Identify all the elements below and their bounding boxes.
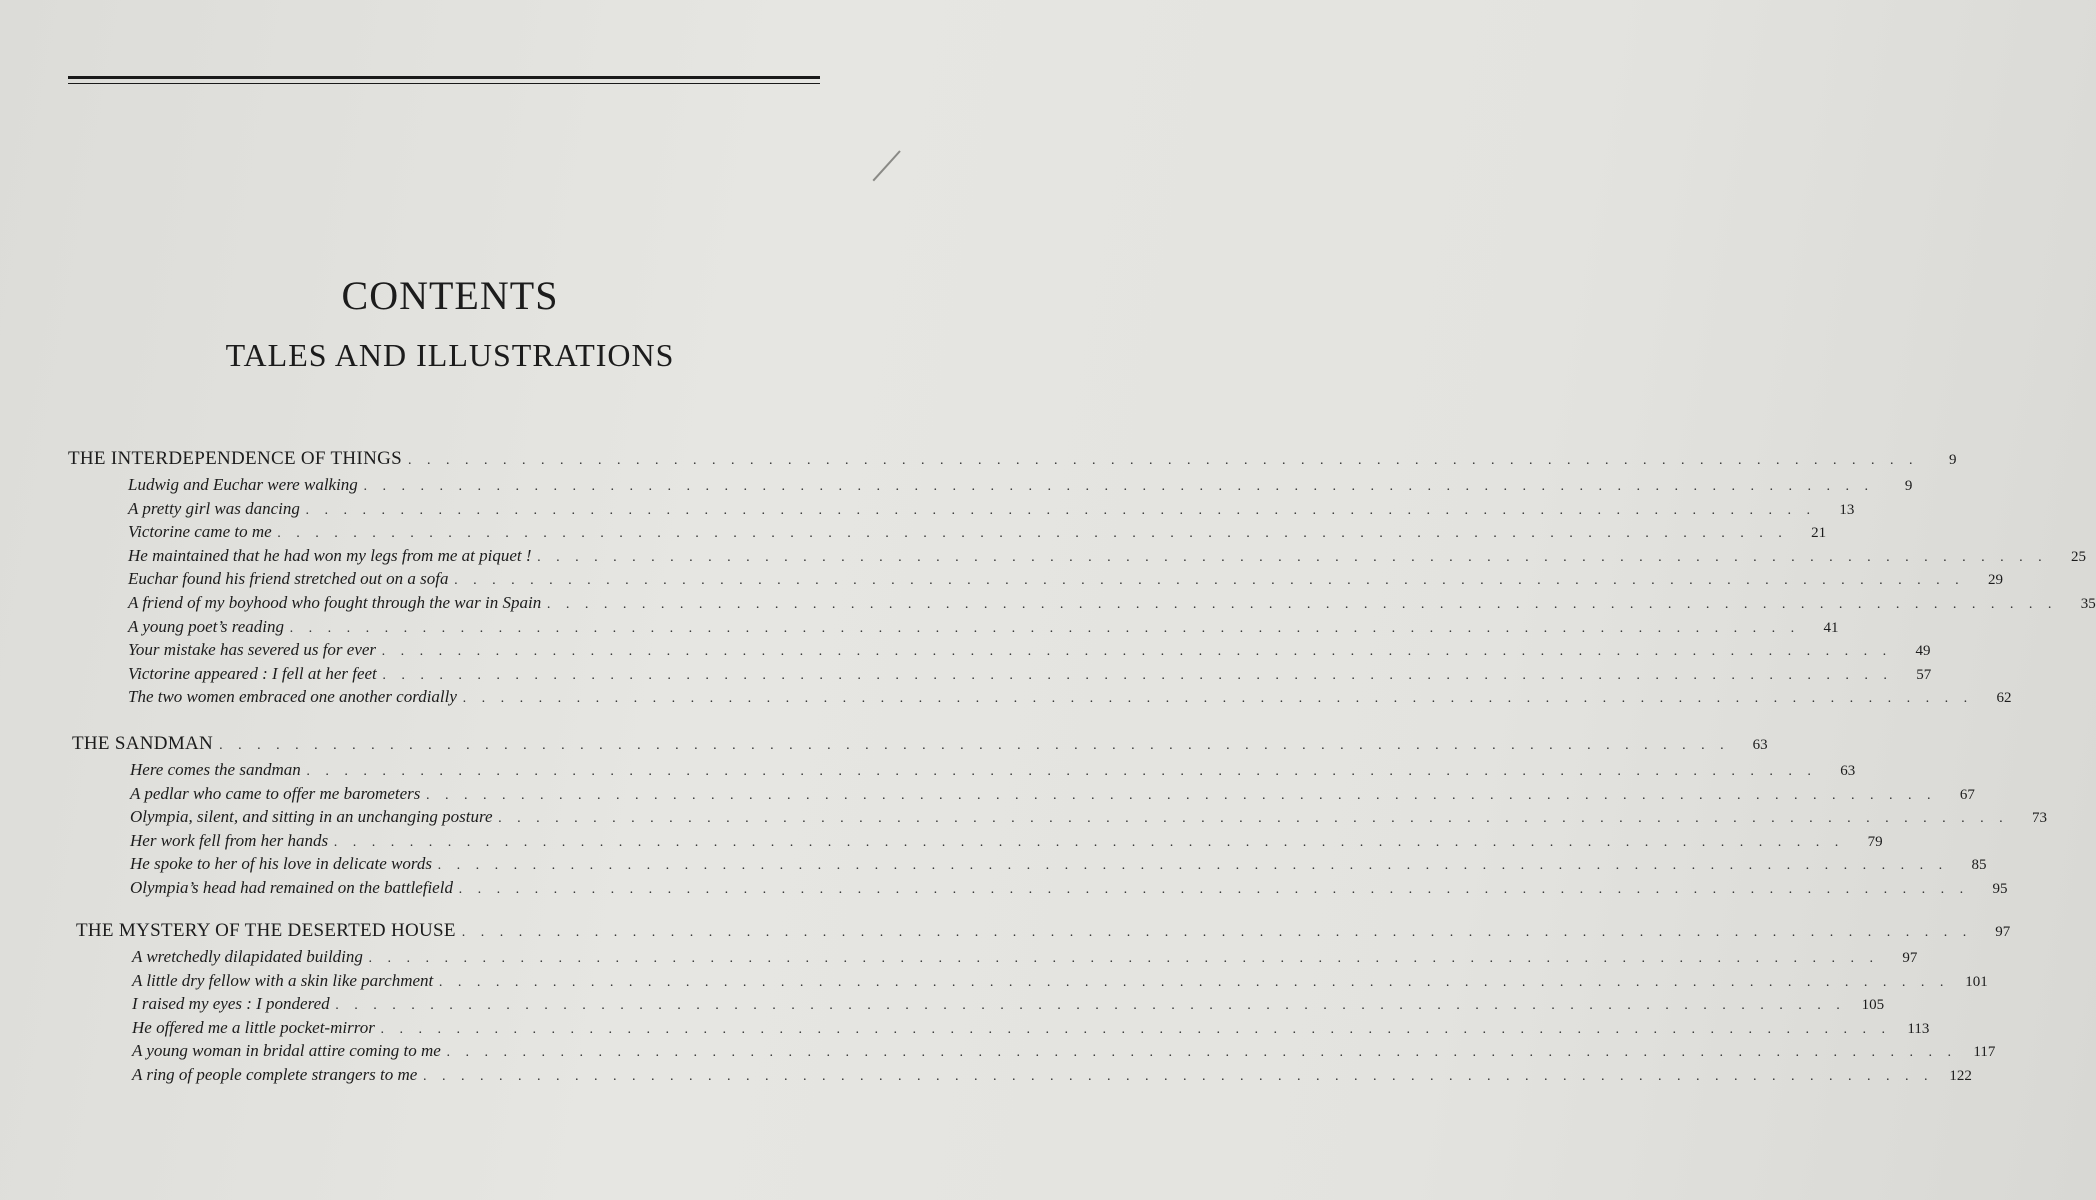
page-number: 49	[1915, 643, 1931, 660]
toc-illustration-entry-title: I raised my eyes : I pondered	[132, 994, 330, 1014]
toc-illustration-entry-title: Victorine appeared : I fell at her feet	[128, 663, 377, 683]
dot-leader: . . . . . . . . . . . . . . . . . . . . . . . . . . . . . . . . . . . . . . . . . . . . . . . . . . . . . . . . . . . . . . . . . . . . . . . . . . . . . . . .	[454, 573, 1965, 589]
toc-illustration-entry-title: Your mistake has severed us for ever	[128, 640, 377, 660]
dot-leader: . . . . . . . . . . . . . . . . . . . . . . . . . . . . . . . . . . . . . . . . . . . . . . . . . . . . . . . . . . . . . . . . . . . . . . . . . . . . . . . .	[547, 597, 2058, 612]
page-number: 57	[1916, 666, 1932, 683]
dot-leader: . . . . . . . . . . . . . . . . . . . . . . . . . . . . . . . . . . . . . . . . . . . . . . . . . . . . . . . . . . . . . . . . . . . . . . . . . . . . . . . .	[498, 811, 2009, 827]
toc-section-heading	[68, 448, 1957, 472]
toc-illustration-entry-title: A friend of my boyhood who fought through the war in Spain	[128, 593, 542, 612]
toc-illustration-entry	[128, 569, 2003, 593]
toc-illustration-entry-title: The two women embraced one another cordially	[128, 687, 457, 707]
toc-illustration-entry	[130, 878, 2008, 902]
toc-illustration-entry	[132, 947, 1918, 971]
toc-illustration-entry	[128, 522, 1827, 546]
toc-section-heading	[76, 920, 2011, 944]
page-number: 29	[1987, 572, 2003, 589]
page-number: 122	[1949, 1068, 1972, 1084]
page-number: 95	[1992, 881, 2008, 897]
toc-illustration-entry	[128, 475, 1913, 499]
page-number: 97	[1902, 950, 1918, 966]
toc-illustration-entry-title: Euchar found his friend stretched out on a sofa	[128, 569, 449, 589]
dot-leader: . . . . . . . . . . . . . . . . . . . . . . . . . . . . . . . . . . . . . . . . . . . . . . . . . . . . . . . . . . . . . . . . . . . . . . . . . . . . . . . .	[439, 974, 1950, 990]
dot-leader: . . . . . . . . . . . . . . . . . . . . . . . . . . . . . . . . . . . . . . . . . . . . . . . . . . . . . . . . . . . . . . . . . . . . . . . . . . . . . . . .	[289, 620, 1801, 636]
dot-leader: . . . . . . . . . . . . . . . . . . . . . . . . . . . . . . . . . . . . . . . . . . . . . . . . . . . . . . . . . . . . . . . . . . . . . . . . . . . . . . . .	[368, 951, 1880, 966]
toc-illustration-entry	[132, 1041, 1996, 1065]
toc-section-heading-title: THE SANDMAN	[72, 733, 214, 754]
toc-illustration-entry	[128, 640, 1931, 664]
dot-leader: . . . . . . . . . . . . . . . . . . . . . . . . . . . . . . . . . . . . . . . . . . . . . . . . . . . . . . . . . . . . . . . . . . . . . . . . . . . . . . . .	[461, 925, 1973, 940]
toc-illustration-entry	[128, 545, 2087, 570]
dot-leader: . . . . . . . . . . . . . . . . . . . . . . . . . . . . . . . . . . . . . . . . . . . . . . . . . . . . . . . . . . . . . . . . . . . . . . . . . . . . . . . .	[458, 882, 1970, 897]
toc-illustration-entry-title: A pretty girl was dancing	[128, 498, 300, 518]
dot-leader: . . . . . . . . . . . . . . . . . . . . . . . . . . . . . . . . . . . . . . . . . . . . . . . . . . . . . . . . . . . . . . . . . . . . . . . . . . . . . . . .	[305, 502, 1817, 518]
page-number: 117	[1973, 1044, 1996, 1061]
toc-illustration-entry-title: Her work fell from her hands	[130, 830, 329, 850]
page-number: 113	[1907, 1020, 1930, 1037]
page-number: 25	[2071, 548, 2087, 565]
page-corner-crease	[872, 150, 900, 181]
top-rule-thick	[68, 76, 820, 79]
dot-leader: . . . . . . . . . . . . . . . . . . . . . . . . . . . . . . . . . . . . . . . . . . . . . . . . . . . . . . . . . . . . . . . . . . . . . . . . . . . . . . . .	[277, 526, 1789, 542]
page-number: 101	[1965, 973, 1988, 990]
toc-illustration-entry	[128, 593, 2096, 617]
page-number: 63	[1840, 763, 1856, 779]
toc-section-heading-title: THE MYSTERY OF THE DESERTED HOUSE	[76, 920, 456, 941]
dot-leader: . . . . . . . . . . . . . . . . . . . . . . . . . . . . . . . . . . . . . . . . . . . . . . . . . . . . . . . . . . . . . . . . . . . . . . . . . . . . . . . .	[382, 644, 1893, 660]
toc-illustration-entry	[132, 970, 1988, 995]
toc-illustration-entry-title: Victorine came to me	[128, 522, 272, 542]
toc-illustration-entry	[128, 663, 1932, 688]
dot-leader: . . . . . . . . . . . . . . . . . . . . . . . . . . . . . . . . . . . . . . . . . . . . . . . . . . . . . . . . . . . . . . . . . . . . . . . . . . . . . . . .	[334, 834, 1845, 850]
dot-leader: . . . . . . . . . . . . . . . . . . . . . . . . . . . . . . . . . . . . . . . . . . . . . . . . . . . . . . . . . . . . . . . . . . . . . . . . . . . . . . . .	[426, 787, 1937, 803]
page-number: 67	[1959, 786, 1975, 803]
page-number: 41	[1823, 619, 1839, 636]
toc-illustration-entry	[128, 687, 2012, 711]
page-number: 63	[1752, 737, 1768, 753]
page-number: 9	[1948, 452, 1957, 468]
page-number: 79	[1867, 833, 1883, 850]
toc-illustration-entry-title: A ring of people complete strangers to me	[132, 1065, 418, 1084]
toc-illustration-entry-title: A young woman in bridal attire coming to me	[132, 1041, 441, 1061]
toc-illustration-entry-title: He spoke to her of his love in delicate words	[130, 854, 433, 874]
dot-leader: . . . . . . . . . . . . . . . . . . . . . . . . . . . . . . . . . . . . . . . . . . . . . . . . . . . . . . . . . . . . . . . . . . . . . . . . . . . . . . . .	[335, 998, 1847, 1014]
dot-leader: . . . . . . . . . . . . . . . . . . . . . . . . . . . . . . . . . . . . . . . . . . . . . . . . . . . . . . . . . . . . . . . . . . . . . . . . . . . . . . . .	[363, 479, 1875, 494]
toc-illustration-entry	[130, 760, 1856, 784]
toc-illustration-entry-title: Olympia, silent, and sitting in an unchanging posture	[130, 807, 493, 827]
dot-leader: . . . . . . . . . . . . . . . . . . . . . . . . . . . . . . . . . . . . . . . . . . . . . . . . . . . . . . . . . . . . . . . . . . . . . . . . . . . . . . . .	[306, 764, 1818, 779]
page-number: 9	[1904, 478, 1913, 494]
toc-illustration-entry	[130, 807, 2047, 831]
page-number: 73	[2032, 810, 2047, 827]
dot-leader: . . . . . . . . . . . . . . . . . . . . . . . . . . . . . . . . . . . . . . . . . . . . . . . . . . . . . . . . . . . . . . . . . . . . . . . . . . . . . . . .	[537, 549, 2049, 565]
page-number: 62	[1996, 690, 2012, 707]
page-number: 97	[1995, 924, 2011, 940]
dot-leader: . . . . . . . . . . . . . . . . . . . . . . . . . . . . . . . . . . . . . . . . . . . . . . . . . . . . . . . . . . . . . . . . . . . . . . . . . . . . . . . .	[446, 1045, 1958, 1061]
top-rule-thin	[68, 83, 820, 84]
toc-illustration-entry-title: Ludwig and Euchar were walking	[128, 475, 358, 494]
dot-leader: . . . . . . . . . . . . . . . . . . . . . . . . . . . . . . . . . . . . . . . . . . . . . . . . . . . . . . . . . . . . . . . . . . . . . . . . . . . . . . . .	[462, 691, 1974, 707]
dot-leader: . . . . . . . . . . . . . . . . . . . . . . . . . . . . . . . . . . . . . . . . . . . . . . . . . . . . . . . . . . . . . . . . . . . . . . . . . . . . . . . .	[407, 453, 1919, 468]
toc-illustration-entry-title: He maintained that he had won my legs from me at piquet !	[128, 545, 532, 565]
toc-illustration-entry-title: Here comes the sandman	[130, 760, 301, 779]
toc-illustration-entry	[132, 1065, 1972, 1089]
toc-illustration-entry	[130, 854, 1987, 878]
toc-illustration-entry-title: A pedlar who came to offer me barometers	[130, 783, 421, 803]
page-number: 21	[1811, 525, 1827, 542]
page-number: 35	[2080, 596, 2096, 612]
toc-illustration-entry-title: A little dry fellow with a skin like parchment	[132, 970, 434, 990]
toc-illustration-entry	[132, 1017, 1930, 1042]
toc-illustration-entry	[128, 616, 1839, 641]
toc-illustration-entry	[130, 830, 1883, 855]
toc-illustration-entry-title: A wretchedly dilapidated building	[132, 947, 363, 966]
page-title: CONTENTS	[341, 273, 559, 318]
toc-illustration-entry-title: He offered me a little pocket-mirror	[132, 1017, 375, 1037]
dot-leader: . . . . . . . . . . . . . . . . . . . . . . . . . . . . . . . . . . . . . . . . . . . . . . . . . . . . . . . . . . . . . . . . . . . . . . . . . . . . . . . .	[219, 738, 1730, 753]
dot-leader: . . . . . . . . . . . . . . . . . . . . . . . . . . . . . . . . . . . . . . . . . . . . . . . . . . . . . . . . . . . . . . . . . . . . . . . . . . . . . . . .	[438, 858, 1949, 874]
page-number: 13	[1839, 501, 1855, 518]
dot-leader: . . . . . . . . . . . . . . . . . . . . . . . . . . . . . . . . . . . . . . . . . . . . . . . . . . . . . . . . . . . . . . . . . . . . . . . . . . . . . . . .	[423, 1069, 1934, 1084]
toc-illustration-entry	[130, 783, 1975, 808]
toc-illustration-entry-title: Olympia’s head had remained on the battlefield	[130, 878, 453, 897]
dot-leader: . . . . . . . . . . . . . . . . . . . . . . . . . . . . . . . . . . . . . . . . . . . . . . . . . . . . . . . . . . . . . . . . . . . . . . . . . . . . . . . .	[382, 667, 1894, 683]
page-number: 105	[1861, 997, 1885, 1014]
toc-section-heading-title: THE INTERDEPENDENCE OF THINGS	[68, 448, 402, 469]
toc-illustration-entry	[128, 498, 1855, 523]
page-number: 85	[1971, 857, 1987, 874]
page-subtitle: TALES AND ILLUSTRATIONS	[225, 337, 675, 373]
toc-illustration-entry-title: A young poet’s reading	[128, 616, 284, 636]
toc-illustration-entry	[132, 994, 1885, 1018]
dot-leader: . . . . . . . . . . . . . . . . . . . . . . . . . . . . . . . . . . . . . . . . . . . . . . . . . . . . . . . . . . . . . . . . . . . . . . . . . . . . . . . .	[380, 1021, 1892, 1037]
toc-section-heading	[72, 733, 1768, 757]
